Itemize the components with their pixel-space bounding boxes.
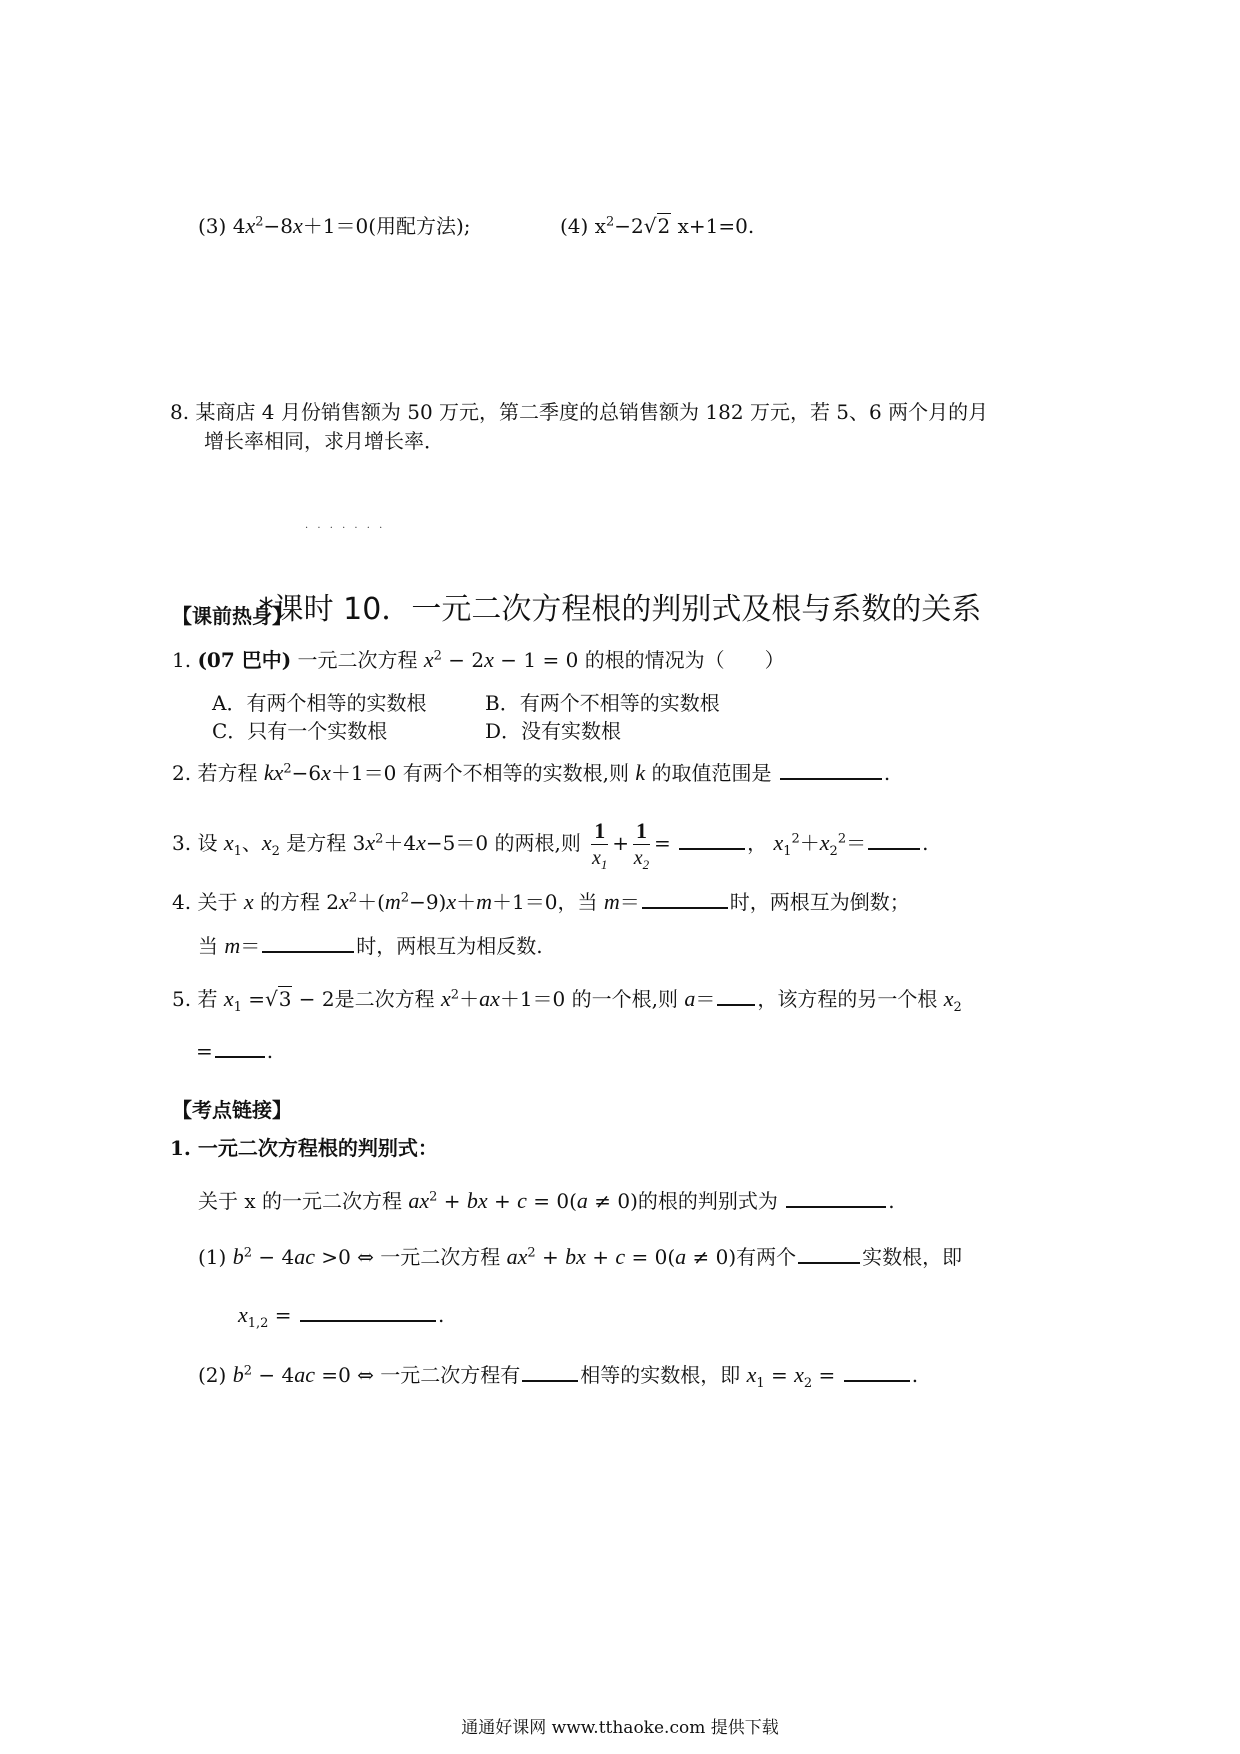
warmup-question-4: 4. 关于 x 的方程 $2x^2+(m^2-9)x+m+1=0$，当 m＝ 时，两根互为倒数； <box>172 885 910 916</box>
decorative-dots: · · · · · · · <box>305 523 386 534</box>
lesson-title: *课时 10．一元二次方程根的判别式及根与系数的关系 <box>258 592 982 627</box>
discriminant-case-2: (2) $b^2 - 4ac =0$ ⇔ 一元二次方程有 相等的实数根，即 $x_1 = x_2$ = . <box>198 1358 918 1389</box>
answer-blank[interactable] <box>522 1358 578 1382</box>
links-heading: 【考点链接】 <box>172 1098 292 1122</box>
discriminant-case-1: (1) $b^2 - 4ac >0$ ⇔ 一元二次方程 $ax^2$ + bx + c = 0(a ≠ 0)有两个 实数根，即 <box>198 1240 962 1271</box>
discriminant-intro: 关于 x 的一元二次方程 $ax^2$ + bx + c = 0(a ≠ 0)的根的判别式为 . <box>198 1184 895 1215</box>
answer-blank[interactable] <box>844 1358 910 1382</box>
warmup-question-2: 2. 若方程 $kx^2-6x+1=0$ 有两个不相等的实数根,则 k 的取值范围是 . <box>172 756 890 787</box>
option-d: D．没有实数根 <box>485 719 622 743</box>
answer-blank[interactable] <box>786 1184 886 1208</box>
question-8-line-2: 增长率相同，求月增长率． <box>204 429 444 453</box>
warmup-heading: 【课前热身】 <box>172 604 292 628</box>
answer-blank[interactable] <box>262 929 354 953</box>
warmup-question-4-line-2: 当 m＝ 时，两根互为相反数. <box>198 929 543 960</box>
answer-blank[interactable] <box>215 1034 265 1058</box>
warmup-question-5: 5. 若 $x_1 =√3 - 2$是二次方程 $x^2+ax+1=0$ 的一个根,则 a＝ ，该方程的另一个根 $x_2$ <box>172 982 962 1013</box>
discriminant-case-1-roots: $x_{1,2}$ = . <box>238 1298 444 1329</box>
warmup-question-5-line-2: = . <box>196 1034 273 1065</box>
links-item-1: 1. 一元二次方程根的判别式： <box>170 1136 438 1160</box>
question-8-line-1: 8. 某商店 4 月份销售额为 50 万元，第二季度的总销售额为 182 万元，若 5、6 两个月的月 <box>170 400 989 424</box>
footer-credit: 通通好课网 www.tthaoke.com 提供下载 <box>461 1718 779 1738</box>
warmup-question-1: 1. (07 巴中) 一元二次方程 $x^2 - 2x - 1 = 0$ 的根的情况为（ ） <box>172 647 785 672</box>
option-c: C．只有一个实数根 <box>212 719 388 743</box>
answer-blank[interactable] <box>679 826 745 850</box>
answer-blank[interactable] <box>300 1298 436 1322</box>
answer-blank[interactable] <box>717 982 755 1006</box>
fraction-1-over-x2: $\frac{1}{x_2}$ <box>633 818 650 872</box>
answer-blank[interactable] <box>642 885 728 909</box>
answer-blank[interactable] <box>798 1240 860 1264</box>
option-b: B．有两个不相等的实数根 <box>485 691 720 715</box>
answer-blank[interactable] <box>868 826 920 850</box>
equation-3: (3) $4x^2-8x+1=0$(用配方法); <box>198 213 471 238</box>
warmup-question-3: 3. 设 $x_1$、$x_2$ 是方程 $3x^2+4x-5=0$ 的两根,则 $\frac{1}{x_1}$ + $\frac{1}{x_2}$ = ， $x_1^2+x_2^2=$ . <box>172 818 929 872</box>
fraction-1-over-x1: $\frac{1}{x_1}$ <box>592 818 608 872</box>
equation-4: (4) $x^2-2√2$ x+1=0. <box>560 214 755 238</box>
answer-blank[interactable] <box>780 756 882 780</box>
option-a: A．有两个相等的实数根 <box>212 691 427 715</box>
